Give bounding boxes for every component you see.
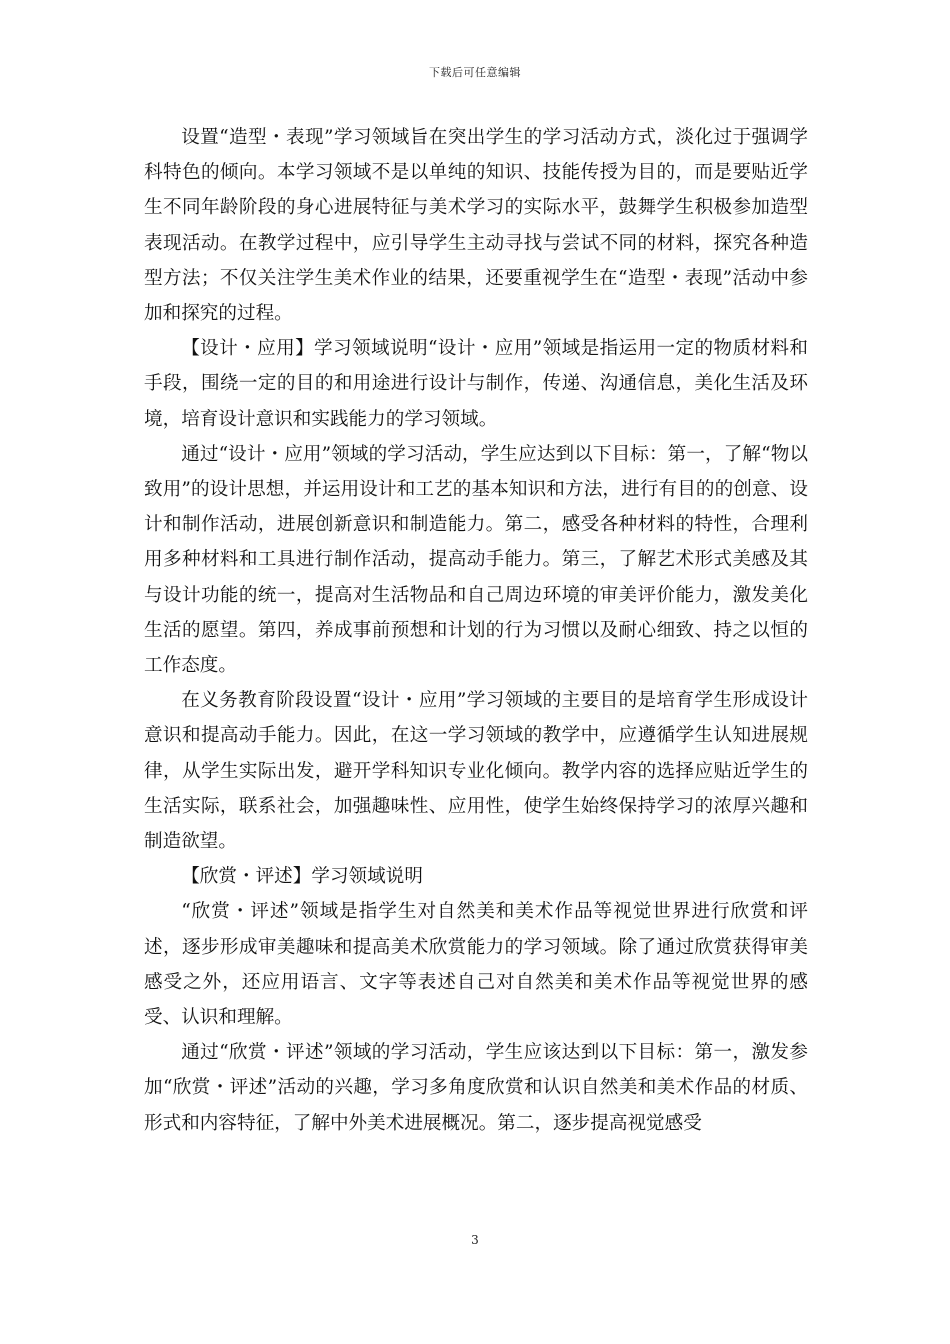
paragraph-4: 在义务教育阶段设置“设计・应用”学习领域的主要目的是培育学生形成设计意识和提高动手能力。因此，在这一学习领域的教学中，应遵循学生认知进展规律，从学生实际出发，避开学科知识专业化倾向。教学内容的选择应贴近学生的生活实际，联系社会，加强趣味性、应用性，使学生始终保持学习的浓厚兴趣和制造欲望。: [144, 690, 808, 853]
paragraph-7: 通过“欣赏・评述”领域的学习活动，学生应该达到以下目标：第一，激发参加“欣赏・评述”活动的兴趣，学习多角度欣赏和认识自然美和美术作品的材质、形式和内容特征，了解中外美术进展概况。第二，逐步提高视觉感受: [144, 1042, 808, 1134]
paragraph-6: “欣赏・评述”领域是指学生对自然美和美术作品等视觉世界进行欣赏和评述，逐步形成审美趣味和提高美术欣赏能力的学习领域。除了通过欣赏获得审美感受之外，还应用语言、文字等表述自己对自然美和美术作品等视觉世界的感受、认识和理解。: [144, 901, 808, 1029]
page-number: 3: [471, 1233, 479, 1247]
page-header-note: 下载后可任意编辑: [429, 66, 521, 79]
paragraph-1: 设置“造型・表现”学习领域旨在突出学生的学习活动方式，淡化过于强调学科特色的倾向。本学习领域不是以单纯的知识、技能传授为目的，而是要贴近学生不同年龄阶段的身心进展特征与美术学习的实际水平，鼓舞学生积极参加造型表现活动。在教学过程中，应引导学生主动寻找与尝试不同的材料，探究各种造型方法；不仅关注学生美术作业的结果，还要重视学生在“造型・表现”活动中参加和探究的过程。: [144, 127, 808, 325]
document-body: [144, 120, 808, 1141]
paragraph-2: 【设计・应用】学习领域说明“设计・应用”领域是指运用一定的物质材料和手段，围绕一定的目的和用途进行设计与制作，传递、沟通信息，美化生活及环境，培育设计意识和实践能力的学习领域。: [144, 338, 808, 430]
paragraph-3: 通过“设计・应用”领域的学习活动，学生应达到以下目标：第一，了解“物以致用”的设计思想，并运用设计和工艺的基本知识和方法，进行有目的的创意、设计和制作活动，进展创新意识和制造能力。第二，感受各种材料的特性，合理利用多种材料和工具进行制作活动，提高动手能力。第三，了解艺术形式美感及其与设计功能的统一，提高对生活物品和自己周边环境的审美评价能力，激发美化生活的愿望。第四，养成事前预想和计划的行为习惯以及耐心细致、持之以恒的工作态度。: [144, 443, 808, 677]
paragraph-5-heading: 【欣赏・评述】学习领域说明: [181, 866, 423, 888]
